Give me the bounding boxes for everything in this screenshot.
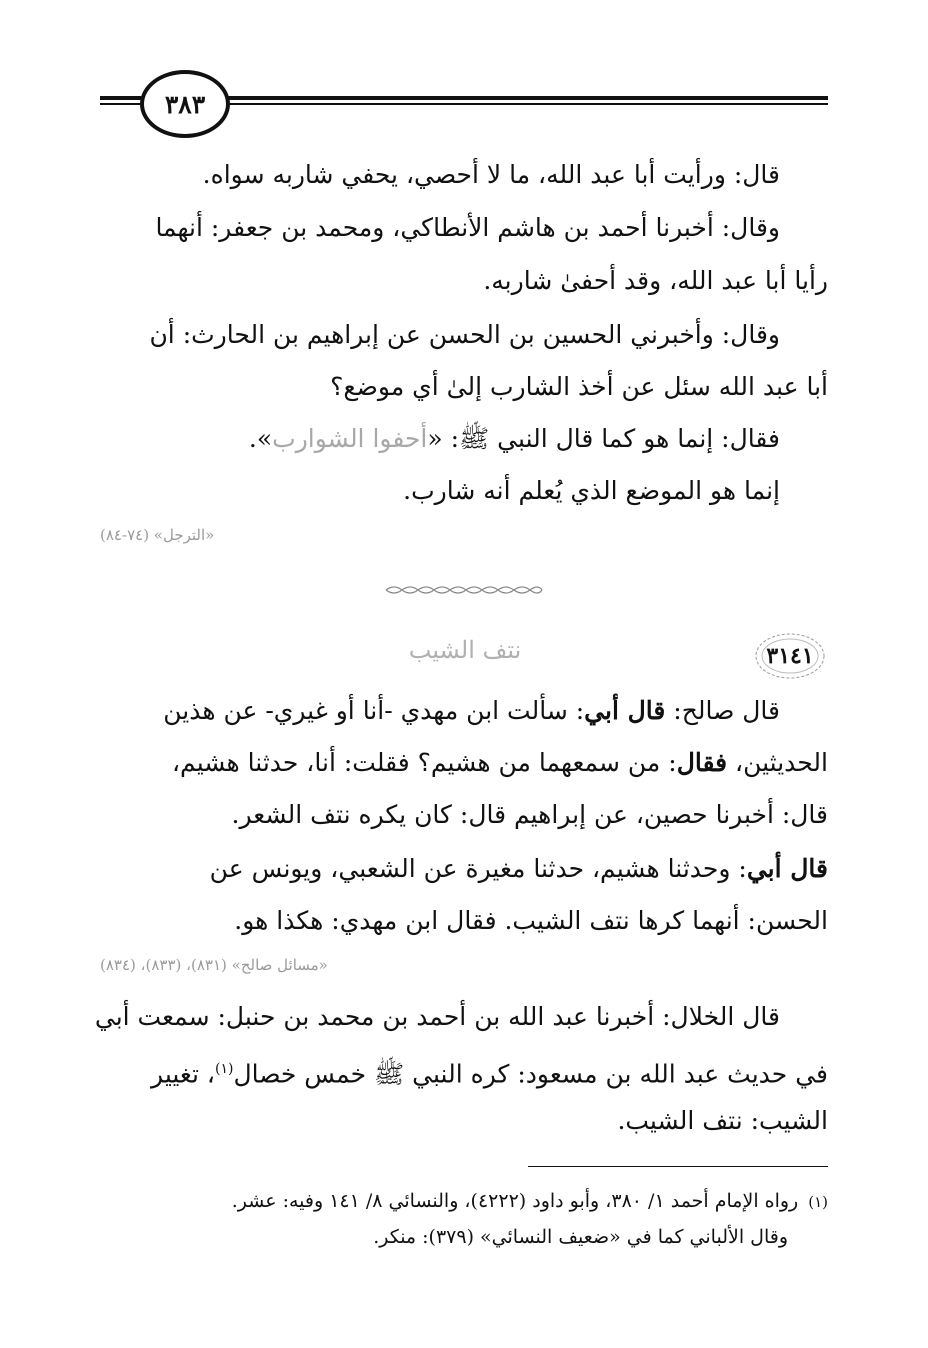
page-number: ٣٨٣	[164, 89, 206, 119]
block1-paragraph-1: قال: ورأيت أبا عبد الله، ما لا أحصي، يحفي شاربه سواه.	[202, 160, 780, 189]
block2-paragraph-2-line-1: قال أبي: وحدثنا هشيم، حدثنا مغيرة عن الشعبي، ويونس عن	[209, 854, 828, 883]
footnote-marker: (١)	[808, 1193, 828, 1211]
block1-paragraph-2-line-2: رأيا أبا عبد الله، وقد أحفىٰ شاربه.	[483, 266, 828, 295]
footnote-reference-marker[interactable]: (١)	[214, 1061, 234, 1077]
block2-paragraph-1-line-1: قال صالح: قال أبي: سألت ابن مهدي -أنا أو غيري- عن هذين	[163, 696, 780, 725]
page-header	[100, 70, 828, 140]
block1-paragraph-3-line-1: وقال: وأخبرني الحسين بن الحسن عن إبراهيم بن الحارث: أن	[149, 320, 780, 349]
block3-paragraph-line-1: قال الخلال: أخبرنا عبد الله بن أحمد بن محمد بن حنبل: سمعت أبي	[94, 1002, 780, 1031]
block1-paragraph-2-line-1: وقال: أخبرنا أحمد بن هاشم الأنطاكي، ومحمد بن جعفر: أنهما	[155, 213, 780, 242]
page-number-badge	[140, 70, 230, 138]
block1-paragraph-3-line-2: أبا عبد الله سئل عن أخذ الشارب إلىٰ أي موضع؟	[330, 372, 828, 401]
block1-paragraph-5: إنما هو الموضع الذي يُعلم أنه شارب.	[403, 476, 780, 505]
block3-paragraph-line-3: الشيب: نتف الشيب.	[617, 1106, 828, 1135]
footnote-line-2: وقال الألباني كما في «ضعيف النسائي» (٣٧٩): منكر.	[373, 1226, 788, 1248]
block1-paragraph-4: فقال: إنما هو كما قال النبي ﷺ: «أحفوا الشوارب».	[248, 424, 780, 453]
section-number: ٣١٤١	[766, 643, 814, 669]
block2-paragraph-1-line-2: الحديثين، فقال: من سمعهما من هشيم؟ فقلت: أنا، حدثنا هشيم،	[171, 748, 828, 777]
section-title: نتف الشيب	[408, 636, 522, 664]
block3-paragraph-line-2: في حديث عبد الله بن مسعود: كره النبي ﷺ خمس خصال$^{(١)}$، تغيير	[151, 1059, 828, 1089]
ornament-divider	[384, 584, 544, 596]
block2-paragraph-2-line-2: الحسن: أنهما كرها نتف الشيب. فقال ابن مهدي: هكذا هو.	[234, 906, 828, 935]
section-number-badge	[752, 630, 828, 682]
footnote-separator	[528, 1166, 828, 1167]
block2-reference: «مسائل صالح» (٨٣١)، (٨٣٣)، (٨٣٤)	[100, 956, 328, 974]
footnote-line-1: (١)رواه الإمام أحمد ١/ ٣٨٠، وأبو داود (٤٢٢٢)، والنسائي ٨/ ١٤١ وفيه: عشر.	[231, 1190, 828, 1212]
block1-reference: «الترجل» (٧٤-٨٤)	[100, 526, 215, 544]
block2-paragraph-1-line-3: قال: أخبرنا حصين، عن إبراهيم قال: كان يكره نتف الشعر.	[231, 800, 828, 829]
hadith-text: أحفوا الشوارب	[272, 424, 428, 453]
